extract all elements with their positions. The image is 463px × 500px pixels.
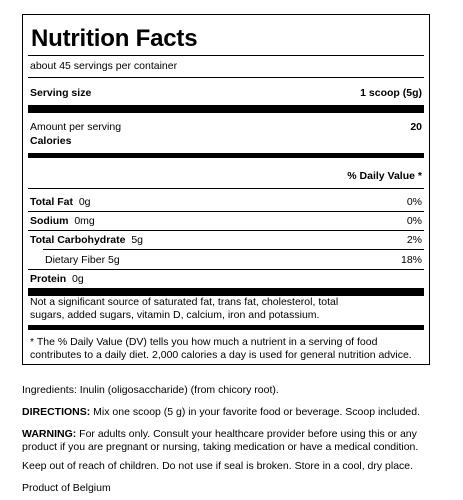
label-title: Nutrition Facts xyxy=(31,25,198,52)
warning-label: WARNING: xyxy=(22,428,77,440)
origin-text: Product of Belgium xyxy=(22,482,111,494)
calories-row xyxy=(30,135,422,147)
ingredients-text: Ingredients: Inulin (oligosaccharide) (from chicory root). xyxy=(22,384,279,396)
calories-value: 20 xyxy=(410,121,422,133)
nutrient-dv: 0% xyxy=(406,215,422,227)
divider xyxy=(28,230,424,231)
nutrient-name: Total Carbohydrate xyxy=(30,234,126,246)
serving-size-row xyxy=(30,87,422,99)
nutrient-amount: 0mg xyxy=(74,215,95,227)
daily-value-footnote xyxy=(30,336,422,362)
nutrient-amount: 0g xyxy=(78,196,91,208)
directions-text xyxy=(22,406,442,419)
nutrient-name: Sodium xyxy=(30,215,69,227)
nutrient-row-sodium xyxy=(30,215,422,227)
nutrient-row-total-fat xyxy=(30,196,422,208)
nutrient-amount: 0g xyxy=(72,273,84,285)
warning-body: product if you are pregnant or nursing, taking medication or have a medical condition. xyxy=(22,441,419,453)
serving-size-value: 1 scoop (5g) xyxy=(360,87,422,99)
calories-label: Calories xyxy=(30,135,72,147)
storage-text: Keep out of reach of children. Do not use if seal is broken. Store in a cool, dry place. xyxy=(22,460,414,472)
divider xyxy=(28,211,424,212)
nutrient-row-protein xyxy=(30,273,422,285)
divider xyxy=(28,55,424,56)
divider xyxy=(43,249,424,250)
note-line: Not a significant source of saturated fat, trans fat, cholesterol, total xyxy=(30,296,339,308)
not-significant-note xyxy=(30,296,422,322)
nutrition-facts-label xyxy=(22,14,430,365)
nutrient-name: Dietary Fiber 5g xyxy=(45,254,120,266)
medium-divider xyxy=(28,325,424,330)
nutrient-dv: 0% xyxy=(406,196,422,208)
divider xyxy=(28,77,424,78)
divider xyxy=(28,269,424,270)
amount-per-serving-row xyxy=(30,121,422,133)
nutrient-row-total-carbohydrate xyxy=(30,234,422,246)
footnote-line: contributes to a daily diet. 2,000 calories a day is used for general nutrition advice. xyxy=(30,349,412,361)
daily-value-header: % Daily Value * xyxy=(347,170,422,182)
nutrient-name: Total Fat xyxy=(30,196,73,208)
thick-divider xyxy=(28,288,424,296)
nutrient-dv: 18% xyxy=(400,254,422,266)
directions-body: Mix one scoop (5 g) in your favorite food or beverage. Scoop included. xyxy=(90,406,421,418)
footnote-line: * The % Daily Value (DV) tells you how much a nutrient in a serving of food xyxy=(30,336,378,348)
serving-size-label: Serving size xyxy=(30,87,92,99)
thick-divider xyxy=(28,105,424,113)
divider xyxy=(28,188,424,189)
servings-per-container: about 45 servings per container xyxy=(30,60,178,72)
warning-body: For adults only. Consult your healthcare provider before using this or any xyxy=(76,428,417,440)
amount-per-serving-label: Amount per serving xyxy=(30,121,122,133)
nutrient-dv: 2% xyxy=(406,234,422,246)
warning-text xyxy=(22,428,442,454)
nutrient-amount: 5g xyxy=(131,234,144,246)
directions-label: DIRECTIONS: xyxy=(22,406,91,418)
note-line: sugars, added sugars, vitamin D, calcium, iron and potassium. xyxy=(30,309,320,321)
nutrient-name: Protein xyxy=(30,273,67,285)
nutrient-row-dietary-fiber xyxy=(45,254,422,266)
medium-divider xyxy=(28,153,424,158)
